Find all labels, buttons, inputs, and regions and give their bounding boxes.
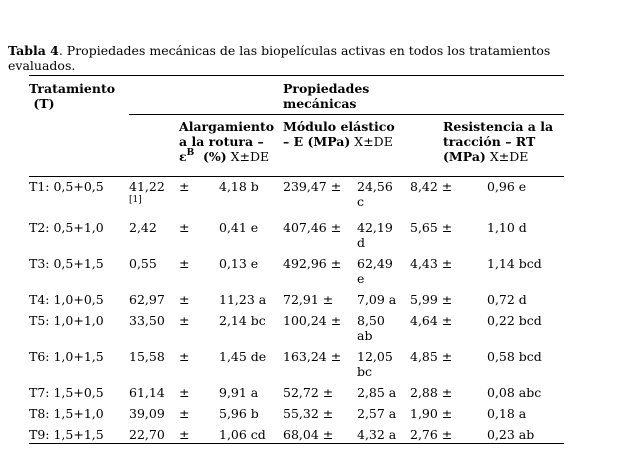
elongation-sd-cell: 4,18 b bbox=[219, 179, 259, 194]
elongation-sd-cell: 0,41 e bbox=[219, 220, 259, 235]
treatment-cell: T1: 0,5+0,5 bbox=[29, 179, 104, 194]
elongation-plus-minus: ± bbox=[179, 427, 190, 442]
elongation-sd-cell: 9,91 a bbox=[219, 385, 259, 400]
tensile-mean-cell: 4,43 ± bbox=[410, 256, 453, 271]
tensile-mean-cell: 5,65 ± bbox=[410, 220, 453, 235]
tensile-sd-cell: 1,14 bcd bbox=[487, 256, 542, 271]
table-bottom-rule bbox=[29, 443, 564, 444]
modulus-sd-cell: 7,09 a bbox=[357, 292, 397, 307]
elongation-plus-minus: ± bbox=[179, 313, 190, 328]
modulus-mean-cell: 72,91 ± bbox=[283, 292, 334, 307]
tensile-mean-cell: 1,90 ± bbox=[410, 406, 453, 421]
modulus-sd-cell: 24,56 bbox=[357, 179, 393, 194]
modulus-mean-cell: 100,24 ± bbox=[283, 313, 342, 328]
elongation-plus-minus: ± bbox=[179, 256, 190, 271]
treatment-cell: T3: 0,5+1,5 bbox=[29, 256, 104, 271]
modulus-mean-cell: 52,72 ± bbox=[283, 385, 334, 400]
tensile-mean-cell: 4,64 ± bbox=[410, 313, 453, 328]
header-tensile-strength: Resistencia a la tracción – RT (MPa) X±DE bbox=[443, 119, 554, 164]
elongation-mean-cell: 61,14 bbox=[129, 385, 165, 400]
modulus-mean-cell: 407,46 ± bbox=[283, 220, 342, 235]
caption-text-continued: evaluados. bbox=[8, 58, 76, 73]
treatment-cell: T8: 1,5+1,0 bbox=[29, 406, 104, 421]
elongation-mean-cell: 0,55 bbox=[129, 256, 157, 271]
elongation-mean-cell: 2,42 bbox=[129, 220, 157, 235]
tensile-mean-cell: 2,88 ± bbox=[410, 385, 453, 400]
modulus-sd-cell: 2,57 a bbox=[357, 406, 397, 421]
modulus-group-letter: c bbox=[357, 194, 365, 209]
elongation-plus-minus: ± bbox=[179, 385, 190, 400]
modulus-group-letter: e bbox=[357, 271, 365, 286]
modulus-mean-cell: 163,24 ± bbox=[283, 349, 342, 364]
modulus-mean-cell: 55,32 ± bbox=[283, 406, 334, 421]
tensile-sd-cell: 0,23 ab bbox=[487, 427, 535, 442]
footnote-marker: [1] bbox=[129, 195, 142, 205]
treatment-cell: T9: 1,5+1,5 bbox=[29, 427, 104, 442]
modulus-sd-cell: 4,32 a bbox=[357, 427, 397, 442]
modulus-mean-cell: 239,47 ± bbox=[283, 179, 342, 194]
modulus-sd-cell: 2,85 a bbox=[357, 385, 397, 400]
elongation-plus-minus: ± bbox=[179, 292, 190, 307]
header-group-rule bbox=[129, 114, 564, 115]
elongation-plus-minus: ± bbox=[179, 349, 190, 364]
modulus-group-letter: ab bbox=[357, 328, 373, 343]
tensile-mean-cell: 2,76 ± bbox=[410, 427, 453, 442]
elongation-sd-cell: 5,96 b bbox=[219, 406, 259, 421]
table-label: Tabla 4 bbox=[8, 43, 59, 58]
tensile-sd-cell: 0,22 bcd bbox=[487, 313, 542, 328]
elongation-sd-cell: 1,45 de bbox=[219, 349, 267, 364]
table-top-rule bbox=[29, 75, 564, 76]
elongation-mean-cell: 62,97 bbox=[129, 292, 165, 307]
header-elongation: Alargamiento a la rotura – $\varepsilon^B$ (%) X±DE bbox=[179, 119, 275, 164]
modulus-sd-cell: 12,05 bbox=[357, 349, 393, 364]
modulus-sd-cell: 8,50 bbox=[357, 313, 385, 328]
modulus-sd-cell: 42,19 bbox=[357, 220, 393, 235]
elongation-mean-cell: 15,58 bbox=[129, 349, 165, 364]
tensile-sd-cell: 1,10 d bbox=[487, 220, 527, 235]
modulus-sd-cell: 62,49 bbox=[357, 256, 393, 271]
caption-text: . Propiedades mecánicas de las biopelículas activas en todos los tratamientos bbox=[58, 43, 551, 58]
tensile-sd-cell: 0,58 bcd bbox=[487, 349, 542, 364]
elongation-mean-cell: 22,70 bbox=[129, 427, 165, 442]
elongation-plus-minus: ± bbox=[179, 406, 190, 421]
modulus-mean-cell: 492,96 ± bbox=[283, 256, 342, 271]
elongation-sd-cell: 2,14 bc bbox=[219, 313, 266, 328]
header-elastic-modulus: Módulo elástico – E (MPa) X±DE bbox=[283, 119, 395, 149]
header-mechanical-properties: Propiedades mecánicas bbox=[283, 81, 370, 111]
treatment-cell: T7: 1,5+0,5 bbox=[29, 385, 104, 400]
modulus-mean-cell: 68,04 ± bbox=[283, 427, 334, 442]
modulus-group-letter: bc bbox=[357, 364, 373, 379]
table-caption bbox=[8, 43, 598, 73]
treatment-cell: T4: 1,0+0,5 bbox=[29, 292, 104, 307]
tensile-sd-cell: 0,96 e bbox=[487, 179, 527, 194]
modulus-group-letter: d bbox=[357, 235, 366, 250]
elongation-mean-cell: 41,22 bbox=[129, 179, 165, 194]
elongation-mean-cell: 33,50 bbox=[129, 313, 165, 328]
tensile-mean-cell: 8,42 ± bbox=[410, 179, 453, 194]
elongation-sd-cell: 0,13 e bbox=[219, 256, 259, 271]
header-bottom-rule bbox=[29, 176, 564, 177]
tensile-mean-cell: 5,99 ± bbox=[410, 292, 453, 307]
tensile-sd-cell: 0,72 d bbox=[487, 292, 527, 307]
tensile-mean-cell: 4,85 ± bbox=[410, 349, 453, 364]
treatment-cell: T6: 1,0+1,5 bbox=[29, 349, 104, 364]
elongation-sd-cell: 11,23 a bbox=[219, 292, 267, 307]
tensile-sd-cell: 0,18 a bbox=[487, 406, 527, 421]
elongation-mean-cell: 39,09 bbox=[129, 406, 165, 421]
elongation-sd-cell: 1,06 cd bbox=[219, 427, 266, 442]
elongation-plus-minus: ± bbox=[179, 179, 190, 194]
treatment-cell: T5: 1,0+1,0 bbox=[29, 313, 104, 328]
elongation-plus-minus: ± bbox=[179, 220, 190, 235]
tensile-sd-cell: 0,08 abc bbox=[487, 385, 542, 400]
treatment-cell: T2: 0,5+1,0 bbox=[29, 220, 104, 235]
header-treatment: Tratamiento (T) bbox=[29, 81, 116, 111]
